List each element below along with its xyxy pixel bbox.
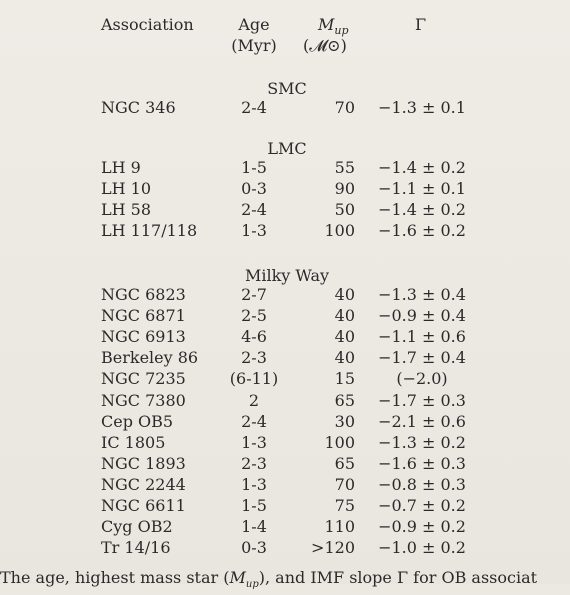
cell-association: LH 117/118: [101, 221, 198, 240]
cell-gamma: −1.0 ± 0.2: [378, 538, 466, 557]
header-mup-symbol: M: [318, 15, 335, 34]
cell-gamma: −2.1 ± 0.6: [378, 412, 466, 431]
caption-text: The age, highest mass star $(M_{up})$, and IMF slope Γ for OB associat: [0, 568, 538, 591]
cell-gamma: −1.3 ± 0.1: [378, 98, 466, 117]
cell-gamma: −0.8 ± 0.3: [378, 475, 466, 494]
cell-age: 1-5: [241, 158, 267, 177]
cell-gamma: −1.1 ± 0.6: [378, 327, 466, 346]
cell-mup: 110: [324, 517, 355, 536]
cell-mup: 100: [324, 433, 355, 452]
cell-age: 1-3: [241, 475, 267, 494]
cell-age: 2-7: [241, 285, 267, 304]
cell-mup: 40: [334, 306, 355, 325]
cell-age: 1-3: [241, 221, 267, 240]
cell-association: NGC 6823: [101, 285, 186, 304]
cell-gamma: −1.3 ± 0.4: [378, 285, 466, 304]
cell-age: 2-4: [241, 98, 267, 117]
header-mup-unit: (𝓜⊙): [303, 36, 347, 55]
cell-association: NGC 346: [101, 98, 176, 117]
cell-gamma: −1.4 ± 0.2: [378, 158, 466, 177]
cell-age: 2-4: [241, 200, 267, 219]
cell-mup: 70: [334, 475, 355, 494]
cell-association: Tr 14/16: [101, 538, 171, 557]
cell-mup: 100: [324, 221, 355, 240]
cell-gamma: −1.3 ± 0.2: [378, 433, 466, 452]
cell-association: NGC 2244: [101, 475, 186, 494]
cell-gamma: −1.7 ± 0.3: [378, 391, 466, 410]
cell-age: 4-6: [241, 327, 267, 346]
cell-mup: 65: [334, 391, 355, 410]
section-title: SMC: [267, 79, 307, 98]
cell-age: 1-4: [241, 517, 267, 536]
cell-mup: >120: [311, 538, 355, 557]
cell-association: Cyg OB2: [101, 517, 173, 536]
cell-mup: 40: [334, 285, 355, 304]
cell-age: (6-11): [229, 369, 279, 388]
cell-gamma: −0.7 ± 0.2: [378, 496, 466, 515]
header-gamma: Γ: [415, 15, 427, 34]
cell-association: NGC 6913: [101, 327, 186, 346]
cell-mup: 70: [334, 98, 355, 117]
cell-mup: 30: [334, 412, 355, 431]
cell-age: 2: [248, 391, 260, 410]
cell-age: 1-3: [241, 433, 267, 452]
header-association: Association: [101, 15, 194, 34]
cell-association: IC 1805: [101, 433, 166, 452]
cell-mup: 50: [334, 200, 355, 219]
cell-gamma: −1.7 ± 0.4: [378, 348, 466, 367]
cell-gamma: −0.9 ± 0.2: [378, 517, 466, 536]
cell-association: Berkeley 86: [101, 348, 199, 367]
cell-mup: 55: [334, 158, 355, 177]
cell-gamma: (−2.0): [396, 369, 448, 388]
cell-gamma: −1.6 ± 0.2: [378, 221, 466, 240]
section-title: Milky Way: [244, 266, 330, 285]
header-age-unit: (Myr): [231, 36, 277, 55]
cell-age: 0-3: [241, 538, 267, 557]
cell-age: 0-3: [241, 179, 267, 198]
cell-association: Cep OB5: [101, 412, 174, 431]
cell-mup: 90: [334, 179, 355, 198]
cell-association: NGC 6611: [101, 496, 186, 515]
cell-mup: 75: [334, 496, 355, 515]
header-age: Age: [238, 15, 270, 34]
cell-gamma: −0.9 ± 0.4: [378, 306, 466, 325]
cell-mup: 40: [334, 348, 355, 367]
header-mup-subscript: up: [334, 24, 349, 38]
cell-age: 2-3: [241, 348, 267, 367]
cell-gamma: −1.4 ± 0.2: [378, 200, 466, 219]
cell-association: LH 9: [101, 158, 141, 177]
cell-age: 2-4: [241, 412, 267, 431]
cell-association: NGC 7380: [101, 391, 186, 410]
section-title: LMC: [267, 139, 307, 158]
cell-association: NGC 6871: [101, 306, 186, 325]
cell-association: NGC 7235: [101, 369, 186, 388]
cell-age: 2-3: [241, 454, 267, 473]
cell-age: 1-5: [241, 496, 267, 515]
cell-association: LH 58: [101, 200, 152, 219]
cell-age: 2-5: [241, 306, 267, 325]
cell-gamma: −1.1 ± 0.1: [378, 179, 466, 198]
cell-mup: 40: [334, 327, 355, 346]
cell-mup: 15: [334, 369, 355, 388]
cell-gamma: −1.6 ± 0.3: [378, 454, 466, 473]
cell-mup: 65: [334, 454, 355, 473]
cell-association: NGC 1893: [101, 454, 186, 473]
cell-association: LH 10: [101, 179, 152, 198]
